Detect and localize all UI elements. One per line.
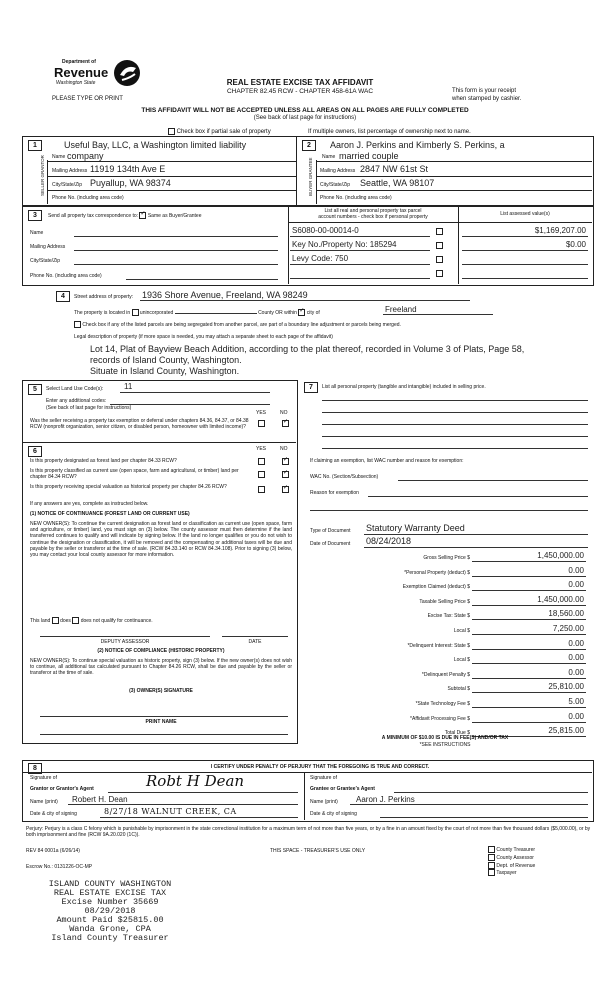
q2-yes-checkbox[interactable] xyxy=(258,471,265,478)
located-in-row xyxy=(74,309,320,316)
exemption-reason-label: Reason for exemption xyxy=(310,490,359,496)
land-use-label: Select Land Use Code(s): xyxy=(46,386,104,392)
tax-row-value: 18,560.00 xyxy=(548,609,584,619)
grantor-date-city: 8/27/18 WALNUT CREEK, CA xyxy=(104,807,237,816)
instructions-note: (See back of last page for instructions) xyxy=(253,115,357,121)
current-use-question: Is this property classified as current use (open space, farm and agricultural, or timber) land per chapter 84.34 RCW? xyxy=(30,468,239,480)
escrow-number: Escrow No.: 0131226-OC-MP xyxy=(26,864,93,870)
grantor-signature: Robt H Dean xyxy=(146,772,245,790)
tax-row-label: Excise Tax: State $ xyxy=(427,613,470,620)
s3-city-label: City/State/Zip xyxy=(30,258,61,264)
stamp-line: Amount Paid $25815.00 xyxy=(56,915,164,925)
dor-logo-icon xyxy=(112,58,142,88)
s5-no-checkbox[interactable] xyxy=(282,420,289,427)
stamp-line: Excise Number 35669 xyxy=(61,897,159,907)
buyer-name-line2: married couple xyxy=(339,151,399,161)
s3-name-label: Name xyxy=(30,230,44,236)
if-yes-note: If any answers are yes, complete as instructed below. xyxy=(30,501,149,507)
tax-row-value: 0.00 xyxy=(568,580,584,590)
minimum-due-note: A MINIMUM OF $10.00 IS DUE IN FEE(S) AND/OR TAX xyxy=(381,735,509,741)
tax-row-label: Exemption Claimed (deduct) $ xyxy=(402,584,470,591)
q3-yes-checkbox[interactable] xyxy=(258,486,265,493)
grantor-sig-of: Signature of xyxy=(30,775,57,781)
copy-item xyxy=(488,862,535,870)
buyer-side-label: BUYER GRANTEE xyxy=(308,157,313,196)
grantee-name-label: Name (print) xyxy=(310,799,338,805)
print-name-label: PRINT NAME xyxy=(145,719,177,725)
notice-compliance-title: (2) NOTICE OF COMPLIANCE (HISTORIC PROPERTY) xyxy=(97,648,225,654)
treasurer-space: THIS SPACE - TREASURER'S USE ONLY xyxy=(270,848,366,854)
tax-row-label: Taxable Selling Price $ xyxy=(419,598,470,605)
owner-signature-label: (3) OWNER(S) SIGNATURE xyxy=(129,688,193,694)
dor-logo xyxy=(52,58,144,96)
buyer-city-label: City/State/Zip xyxy=(320,182,351,188)
notice-compliance-body: NEW OWNER(S): To continue special valuation as historic property, sign (3) below. If the new owner(s) does not wish to continue, all additional tax calculated pursuant to Chapter 84.26 RCW, shall be due and payable by the seller or transferor at the time of sale. xyxy=(30,658,292,677)
grantor-date-city-label: Date & city of signing xyxy=(30,811,77,817)
parcel-3: Levy Code: 750 xyxy=(292,254,349,263)
this-land-label: This land xyxy=(30,617,51,624)
grantee-date-city-label: Date & city of signing xyxy=(310,811,357,817)
tax-row-value: 25,815.00 xyxy=(548,726,584,736)
land-use-code: 11 xyxy=(124,382,133,391)
section-1-number: 1 xyxy=(28,140,42,151)
seller-side-label: SELLER GRANTOR xyxy=(40,155,45,196)
city-of-checkbox[interactable] xyxy=(298,309,305,316)
q2-no-checkbox[interactable] xyxy=(282,471,289,478)
tax-row-value: 0.00 xyxy=(568,653,584,663)
section-8-number: 8 xyxy=(28,763,42,774)
copy-checkbox[interactable] xyxy=(488,854,495,861)
buyer-name-line1: Aaron J. Perkins and Kimberly S. Perkins, a xyxy=(330,140,505,150)
qualify-row xyxy=(30,617,153,624)
s6-yes: YES xyxy=(256,446,267,452)
doc-type: Statutory Warranty Deed xyxy=(366,523,465,533)
form-subtitle: CHAPTER 82.45 RCW - CHAPTER 458-61A WAC xyxy=(226,88,374,95)
city-of-label: city of xyxy=(306,309,320,316)
form-number: REV 84 0001a (6/26/14) xyxy=(26,848,80,854)
wac-label: WAC No. (Section/Subsection) xyxy=(310,474,379,480)
s3-address-label: Mailing Address xyxy=(30,244,66,250)
tax-row-label: Local $ xyxy=(453,628,470,634)
treasurer-stamp xyxy=(20,880,200,943)
tax-row-value: 0.00 xyxy=(568,711,584,721)
tax-row-label: *Affidavit Processing Fee $ xyxy=(410,715,470,722)
completion-warning: THIS AFFIDAVIT WILL NOT BE ACCEPTED UNLESS ALL AREAS ON ALL PAGES ARE FULLY COMPLETED xyxy=(141,107,469,114)
tax-row-label: Local $ xyxy=(453,657,470,664)
buyer-address: 2847 NW 61st St xyxy=(360,164,429,174)
grantee-name: Aaron J. Perkins xyxy=(356,795,415,804)
notice-continuance-title: (1) NOTICE OF CONTINUANCE (FOREST LAND OR CURRENT USE) xyxy=(30,511,190,517)
parcel-2: Key No./Property No: 185294 xyxy=(292,240,397,249)
segregated-checkbox[interactable] xyxy=(74,321,81,328)
tax-row-label: Total Due $ xyxy=(444,730,470,737)
property-city: Freeland xyxy=(385,305,417,314)
street-address: 1936 Shore Avenue, Freeland, WA 98249 xyxy=(142,290,308,300)
receipt-note-2: when stamped by cashier. xyxy=(452,96,522,102)
send-correspondence xyxy=(48,212,201,219)
assessed-value-header: List assessed value(s) xyxy=(500,211,550,217)
dept-state: Washington State xyxy=(56,80,96,86)
s5-no: NO xyxy=(280,410,288,416)
seller-address: 11919 134th Ave E xyxy=(90,164,166,174)
does-checkbox[interactable] xyxy=(52,617,59,624)
tax-row-value: 0.00 xyxy=(568,667,584,677)
copy-label: Dept. of Revenue xyxy=(496,862,536,869)
tax-row-value: 1,450,000.00 xyxy=(537,594,584,604)
perjury-statement: Perjury: Perjury is a class C felony which is punishable by imprisonment in the state correctional institution for a maximum term of not more than five years, or by a fine in an amount fixed by the court of not more than five thousand dollars ($5,000.00), or by both imprisonment and fine (RCW 9A.20.020 (1C)). xyxy=(26,826,591,839)
s6-no: NO xyxy=(280,446,288,452)
parcel-3-personal-checkbox[interactable] xyxy=(436,256,443,263)
parcel-header-2: account numbers - check box if personal property xyxy=(318,214,428,220)
copy-label: County Assessor xyxy=(496,854,534,861)
seller-city-label: City/State/Zip xyxy=(52,182,83,188)
doc-date: 08/24/2018 xyxy=(366,536,412,546)
stamp-line: 08/29/2018 xyxy=(84,906,136,916)
legal-line-2: records of Island County, Washington. xyxy=(90,355,242,365)
deputy-assessor-label: DEPUTY ASSESSOR xyxy=(100,639,150,645)
copy-label: County Treasurer xyxy=(496,846,536,853)
value-1: $1,169,207.00 xyxy=(534,226,586,235)
segregated-label: Check box if any of the listed parcels are being segregated from another parcel, are part of a boundary line adjustment or parcels being merged. xyxy=(82,321,401,328)
forest-land-question: Is this property designated as forest land per chapter 84.33 RCW? xyxy=(30,458,177,464)
buyer-phone-label: Phone No. (including area code) xyxy=(320,195,392,201)
s5-see-back: (See back of last page for instructions) xyxy=(46,405,132,411)
section-4-number: 4 xyxy=(56,291,70,302)
copy-distribution xyxy=(488,846,535,877)
tax-row-label: *Delinquent Penalty $ xyxy=(421,671,470,678)
please-type: PLEASE TYPE OR PRINT xyxy=(52,96,123,102)
legal-line-3: Situate in Island County, Washington. xyxy=(90,366,240,376)
tax-row-value: 5.00 xyxy=(568,697,584,706)
s5-yes-checkbox[interactable] xyxy=(258,420,265,427)
copy-item xyxy=(488,854,535,862)
personal-property-label: List all personal property (tangible and intangible) included in selling price. xyxy=(322,384,486,390)
s3-phone-label: Phone No. (including area code) xyxy=(30,273,102,279)
parcel-4-personal-checkbox[interactable] xyxy=(436,270,443,277)
does-not-checkbox[interactable] xyxy=(72,617,79,624)
does-label: does xyxy=(60,617,71,624)
q1-yes-checkbox[interactable] xyxy=(258,458,265,465)
seller-phone-label: Phone No. (including area code) xyxy=(52,195,124,201)
unincorporated-checkbox[interactable] xyxy=(132,309,139,316)
q3-no-checkbox[interactable] xyxy=(282,486,289,493)
buyer-address-label: Mailing Address xyxy=(320,168,356,174)
dept-revenue: Revenue xyxy=(54,65,109,80)
value-2: $0.00 xyxy=(565,240,586,249)
buyer-name-label: Name xyxy=(322,154,336,160)
legal-description-label: Legal description of property (if more space is needed, you may attach a separate sheet to each page of the affidavit) xyxy=(74,334,333,340)
stamp-line: ISLAND COUNTY WASHINGTON xyxy=(48,879,172,889)
grantor-label: Grantor or Grantor's Agent xyxy=(30,786,94,792)
stamp-line: Wanda Grone, CPA xyxy=(69,924,151,934)
historic-question: Is this property receiving special valuation as historical property per chapter 84.26 RCW? xyxy=(30,484,227,490)
grantee-label: Grantee or Grantee's Agent xyxy=(310,786,375,792)
located-in-label: The property is located in xyxy=(74,309,131,316)
notice-continuance-body: NEW OWNER(S): To continue the current designation as forest land or classification as current use (open space, farm and agriculture, or timber) land, you must sign on (3) below. The county assessor must then determine if the land transferred continues to qualify and will indicate by signing below. If the land no longer qualifies or you do not wish to continue the designation or classification, it will be removed and the compensating or additional taxes will be due and payable by the seller or transferor at the time of sale. (RCW 84.33.140 or RCW 84.34.108). Prior to signing (3) below, you may contact your local county assessor for more information. xyxy=(30,521,292,559)
copy-item xyxy=(488,846,535,854)
form-title: REAL ESTATE EXCISE TAX AFFIDAVIT xyxy=(226,78,374,87)
parcel-header-1: List all real and personal property tax parcel xyxy=(324,208,422,214)
doc-date-label: Date of Document xyxy=(310,541,351,547)
section-7-number: 7 xyxy=(304,382,318,393)
see-instructions-note: *SEE INSTRUCTIONS xyxy=(419,742,471,748)
tax-row-label: *State Technology Fee $ xyxy=(415,701,470,707)
buyer-city: Seattle, WA 98107 xyxy=(360,178,435,188)
assessor-date-label: DATE xyxy=(248,639,262,645)
parcel-2-personal-checkbox[interactable] xyxy=(436,242,443,249)
multiple-owners-note: If multiple owners, list percentage of ownership next to name. xyxy=(308,129,471,135)
tax-row-value: 25,810.00 xyxy=(548,682,584,692)
copy-label: Taxpayer xyxy=(496,870,517,877)
grantor-name-label: Name (print) xyxy=(30,799,58,805)
does-not-label: does not qualify for continuance. xyxy=(80,617,153,624)
seller-city: Puyallup, WA 98374 xyxy=(90,178,171,188)
exemption-question: Was the seller receiving a property tax exemption or deferral under chapters 84.36, 84.37, or 84.38 RCW (nonprofit organization, senior citizen, or disabled person, homeowner with limited income)? xyxy=(30,418,249,430)
copy-checkbox[interactable] xyxy=(488,846,495,853)
legal-line-1: Lot 14, Plat of Bayview Beach Addition, according to the plat thereof, recorded in Volume 3 of Plats, Page 58, xyxy=(90,344,525,354)
section-5-number: 5 xyxy=(28,384,42,395)
receipt-note-1: This form is your receipt xyxy=(452,88,517,94)
stamp-line: REAL ESTATE EXCISE TAX xyxy=(53,888,167,898)
stamp-line: Island County Treasurer xyxy=(51,933,169,943)
seller-name-line1: Useful Bay, LLC, a Washington limited liability xyxy=(64,140,247,150)
q1-no-checkbox[interactable] xyxy=(282,458,289,465)
tax-row-value: 0.00 xyxy=(568,638,584,648)
unincorporated-label: unincorporated xyxy=(139,309,174,316)
grantor-name: Robert H. Dean xyxy=(72,795,128,804)
seller-name-label: Name xyxy=(52,154,66,160)
exemption-claim-label: If claiming an exemption, list WAC number and reason for exemption: xyxy=(310,458,464,464)
partial-sale xyxy=(168,128,271,135)
county-or-within-label: County OR within xyxy=(258,309,297,316)
tax-row-value: 0.00 xyxy=(568,565,584,575)
certify-statement: I CERTIFY UNDER PENALTY OF PERJURY THAT THE FOREGOING IS TRUE AND CORRECT. xyxy=(210,764,430,770)
doc-type-label: Type of Document xyxy=(310,528,351,534)
tax-row-label: *Personal Property (deduct) $ xyxy=(404,569,470,576)
dept-of: Department of xyxy=(62,59,96,65)
section-3-number: 3 xyxy=(28,210,42,221)
tax-row-label: Subtotal $ xyxy=(447,686,470,693)
additional-codes-label: Enter any additional codes: xyxy=(46,398,107,404)
copy-checkbox[interactable] xyxy=(488,862,495,869)
street-label: Street address of property: xyxy=(74,294,134,300)
tax-row-value: 7,250.00 xyxy=(552,624,584,633)
segregated-row xyxy=(74,321,594,328)
section-6-number: 6 xyxy=(28,446,42,457)
parcel-1-personal-checkbox[interactable] xyxy=(436,228,443,235)
copy-item xyxy=(488,869,535,877)
tax-row-value: 1,450,000.00 xyxy=(537,551,584,560)
seller-address-label: Mailing Address xyxy=(52,168,88,174)
section-2-number: 2 xyxy=(302,140,316,151)
seller-name-line2: company xyxy=(67,151,104,161)
parcel-1: S6080-00-00014-0 xyxy=(292,226,359,235)
tax-row-label: *Delinquent Interest: State $ xyxy=(407,642,470,649)
s5-yes: YES xyxy=(256,410,267,416)
same-as-buyer-label: Same as Buyer/Grantee xyxy=(147,212,202,219)
partial-sale-label: Check box if partial sale of property xyxy=(176,129,271,136)
grantee-sig-of: Signature of xyxy=(310,775,337,781)
send-correspondence-label: Send all property tax correspondence to: xyxy=(48,212,139,219)
copy-checkbox[interactable] xyxy=(488,869,495,876)
same-as-buyer-checkbox[interactable] xyxy=(139,212,146,219)
partial-sale-checkbox[interactable] xyxy=(168,128,175,135)
tax-row-label: Gross Selling Price $ xyxy=(423,555,470,561)
